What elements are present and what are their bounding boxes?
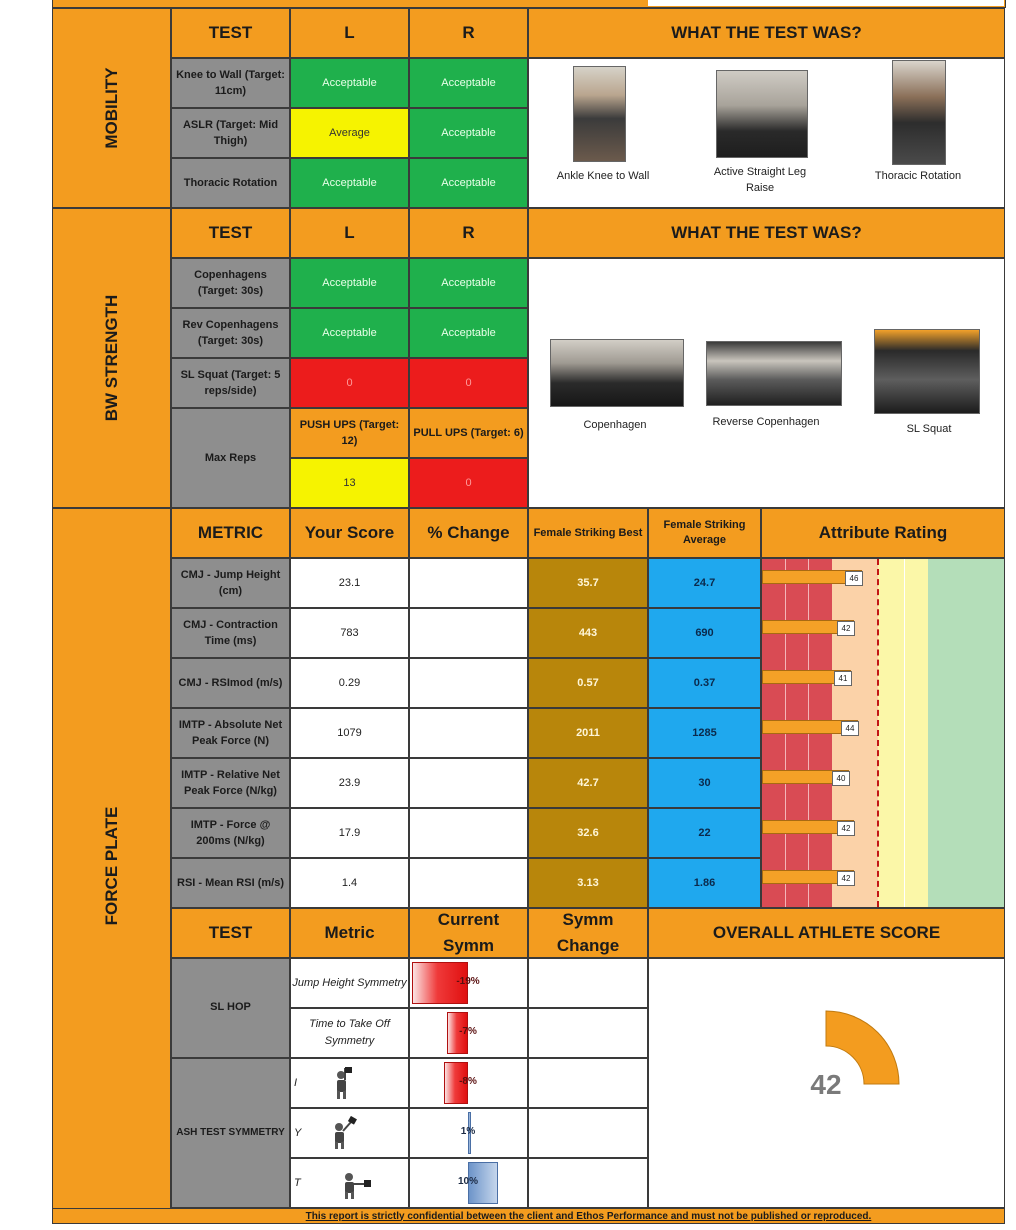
footer-confidential-note: This report is strictly confidential between the client and Ethos Performance and must not be published or reproduced. [305,1210,872,1222]
caption-copenhagen: Copenhagen [583,419,647,431]
overall-score-value: 42 [810,1069,842,1100]
bw-pull-ups-label: PULL UPS (Target: 6) [409,408,528,458]
symm-metric-jump-height: Jump Height Symmetry [290,958,409,1008]
rating-zone-green [928,559,1005,907]
mobility-test-knee-to-wall: Knee to Wall (Target: 11cm) [171,58,290,108]
bw-test-sl-squat: SL Squat (Target: 5 reps/side) [171,358,290,408]
symm-change-cell [528,1008,648,1058]
caption-thoracic-rotation: Thoracic Rotation [874,170,962,182]
rating-zone-yellow [878,559,928,907]
symm-value-label: 10% [457,1176,478,1187]
overall-score-gauge [726,998,926,1198]
fp-metric-cell: CMJ - Contraction Time (ms) [171,608,290,658]
symm-metric-ash-y [290,1108,409,1158]
rating-value-label: 41 [834,671,852,686]
fp-change-cell [409,708,528,758]
bw-sl-squat-r: 0 [409,358,528,408]
rating-value-label: 42 [837,621,855,636]
symm-value-label: 1% [460,1126,476,1137]
person-t-icon [337,1166,373,1200]
fp-header-average: Female Striking Average [648,508,761,558]
fp-metric-cell: IMTP - Relative Net Peak Force (N/kg) [171,758,290,808]
fp-score-cell: 23.1 [290,558,409,608]
symm-header-change: Symm Change [528,908,648,958]
bw-push-ups-value: 13 [290,458,409,508]
fp-score-cell: 1.4 [290,858,409,908]
symm-header-metric: Metric [290,908,409,958]
fp-score-cell: 23.9 [290,758,409,808]
symm-header-test: TEST [171,908,290,958]
symm-metric-ash-i [290,1058,409,1108]
fp-average-cell: 22 [648,808,761,858]
mobility-test-thoracic: Thoracic Rotation [171,158,290,208]
caption-sl-squat: SL Squat [906,423,952,435]
fp-average-cell: 30 [648,758,761,808]
symm-value-label: -19% [456,976,480,987]
fp-best-cell: 2011 [528,708,648,758]
fp-average-cell: 1.86 [648,858,761,908]
fp-average-cell: 1285 [648,708,761,758]
bw-rev-copenhagens-l: Acceptable [290,308,409,358]
symm-header-overall: OVERALL ATHLETE SCORE [648,908,1005,958]
fp-header-rating: Attribute Rating [761,508,1005,558]
caption-active-straight-leg-raise: Active Straight Leg Raise [713,166,807,194]
symm-metric-ash-i-label: I [294,1076,298,1089]
symm-metric-ash-t [290,1158,409,1208]
bw-pull-ups-value: 0 [409,458,528,508]
overall-score-panel [648,958,1005,1208]
bw-test-max-reps: Max Reps [171,408,290,508]
top-strip-white [648,0,1004,6]
bw-rev-copenhagens-r: Acceptable [409,308,528,358]
fp-header-change: % Change [409,508,528,558]
mobility-aslr-r: Acceptable [409,108,528,158]
symm-header-current: Current Symm [409,908,528,958]
symm-test-ash: ASH TEST SYMMETRY [171,1058,290,1208]
mobility-aslr-l: Average [290,108,409,158]
symm-value-label: -7% [459,1026,477,1037]
bw-header-l: L [290,208,409,258]
fp-header-metric: METRIC [171,508,290,558]
symm-change-cell [528,958,648,1008]
fp-average-cell: 24.7 [648,558,761,608]
fp-best-cell: 42.7 [528,758,648,808]
rating-target-line [877,559,879,907]
photo-reverse-copenhagen [706,341,842,406]
bw-test-copenhagens: Copenhagens (Target: 30s) [171,258,290,308]
fp-score-cell: 0.29 [290,658,409,708]
fp-best-cell: 3.13 [528,858,648,908]
symm-value-label: -8% [459,1076,477,1087]
mobility-knee-l: Acceptable [290,58,409,108]
photo-ankle-knee-to-wall [573,66,626,162]
bw-test-rev-copenhagens: Rev Copenhagens (Target: 30s) [171,308,290,358]
section-label-force-plate: FORCE PLATE [52,508,171,1224]
fp-change-cell [409,808,528,858]
symm-metric-time-to-take-off: Time to Take Off Symmetry [290,1008,409,1058]
fp-best-cell: 0.57 [528,658,648,708]
photo-sl-squat [874,329,980,414]
fp-best-cell: 32.6 [528,808,648,858]
mobility-header-test: TEST [171,8,290,58]
bw-push-ups-label: PUSH UPS (Target: 12) [290,408,409,458]
fp-score-cell: 1079 [290,708,409,758]
bw-sl-squat-l: 0 [290,358,409,408]
rating-value-label: 42 [837,821,855,836]
fp-change-cell [409,558,528,608]
symm-metric-ash-y-label: Y [294,1126,302,1139]
bw-header-r: R [409,208,528,258]
fp-best-cell: 35.7 [528,558,648,608]
fp-average-cell: 690 [648,608,761,658]
photo-copenhagen [550,339,684,407]
fp-metric-cell: CMJ - Jump Height (cm) [171,558,290,608]
mobility-header-l: L [290,8,409,58]
rating-value-label: 46 [845,571,863,586]
fp-header-score: Your Score [290,508,409,558]
fp-score-cell: 17.9 [290,808,409,858]
bw-copenhagens-l: Acceptable [290,258,409,308]
section-label-bw-strength: BW STRENGTH [52,208,171,508]
footer-bar [52,1208,1005,1224]
section-label-mobility: MOBILITY [52,8,171,208]
mobility-test-aslr: ASLR (Target: Mid Thigh) [171,108,290,158]
fp-metric-cell: CMJ - RSImod (m/s) [171,658,290,708]
fp-best-cell: 443 [528,608,648,658]
rating-gridline [904,559,905,907]
fp-change-cell [409,758,528,808]
person-y-icon [325,1116,359,1150]
symm-change-cell [528,1058,648,1108]
symm-metric-ash-t-label: T [294,1176,301,1189]
mobility-header-r: R [409,8,528,58]
fp-average-cell: 0.37 [648,658,761,708]
photo-active-straight-leg-raise [716,70,808,158]
mobility-thoracic-r: Acceptable [409,158,528,208]
fp-change-cell [409,858,528,908]
mobility-thoracic-l: Acceptable [290,158,409,208]
symm-change-cell [528,1158,648,1208]
bw-header-test: TEST [171,208,290,258]
rating-value-label: 40 [832,771,850,786]
caption-ankle-knee-to-wall: Ankle Knee to Wall [556,170,650,182]
rating-value-label: 44 [841,721,859,736]
fp-header-best: Female Striking Best [528,508,648,558]
symm-change-cell [528,1108,648,1158]
fp-metric-cell: IMTP - Force @ 200ms (N/kg) [171,808,290,858]
fp-score-cell: 783 [290,608,409,658]
fp-change-cell [409,658,528,708]
rating-value-label: 42 [837,871,855,886]
bw-header-what: WHAT THE TEST WAS? [528,208,1005,258]
photo-thoracic-rotation [892,60,946,165]
fp-change-cell [409,608,528,658]
person-i-icon [327,1066,357,1100]
fp-metric-cell: IMTP - Absolute Net Peak Force (N) [171,708,290,758]
mobility-header-what: WHAT THE TEST WAS? [528,8,1005,58]
fp-metric-cell: RSI - Mean RSI (m/s) [171,858,290,908]
symm-test-sl-hop: SL HOP [171,958,290,1058]
mobility-knee-r: Acceptable [409,58,528,108]
caption-reverse-copenhagen: Reverse Copenhagen [712,416,820,428]
bw-copenhagens-r: Acceptable [409,258,528,308]
